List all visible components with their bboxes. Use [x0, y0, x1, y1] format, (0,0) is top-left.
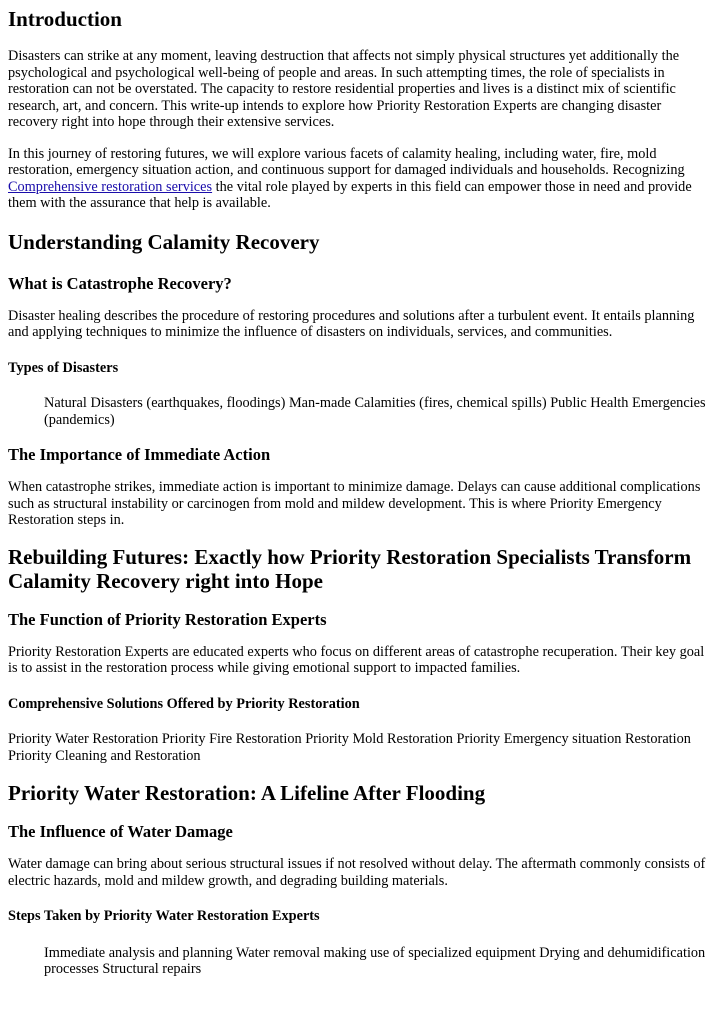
importance-heading: The Importance of Immediate Action — [8, 445, 271, 464]
solutions-list: Priority Water Restoration Priority Fire Restoration Priority Mold Restoration Priority Emergency situation Restoration Priority Cleaning and Restoration — [8, 731, 691, 764]
understanding-heading: Understanding Calamity Recovery — [8, 229, 320, 254]
rebuilding-heading: Rebuilding Futures: Exactly how Priority Restoration Specialists Transform Calamity Recovery right into Hope — [8, 544, 692, 593]
water-heading: Priority Water Restoration: A Lifeline After Flooding — [8, 781, 486, 805]
types-of-disasters-list: Natural Disasters (earthquakes, floodings) Man-made Calamities (fires, chemical spills) Public Health Emergencies (pandemics) — [44, 395, 706, 428]
types-of-disasters-heading: Types of Disasters — [8, 359, 119, 376]
what-is-recovery-heading: What is Catastrophe Recovery? — [8, 273, 232, 293]
function-paragraph: Priority Restoration Experts are educated experts who focus on different areas of catastrophe recuperation. Their key goal is to assist in the restoration process while giving emotional support to impacted families. — [8, 643, 705, 676]
what-is-recovery-paragraph: Disaster healing describes the procedure of restoring procedures and solutions after a turbulent event. It entails planning and applying techniques to minimize the influence of disasters on individuals, services, and communities. — [8, 307, 695, 340]
water-steps-heading: Steps Taken by Priority Water Restoration Experts — [8, 908, 320, 924]
solutions-heading: Comprehensive Solutions Offered by Priority Restoration — [8, 695, 360, 712]
function-heading: The Function of Priority Restoration Experts — [8, 609, 327, 629]
comprehensive-restoration-services-link[interactable]: Comprehensive restoration services — [8, 178, 213, 195]
water-influence-paragraph: Water damage can bring about serious structural issues if not resolved without delay. The aftermath commonly consists of electric hazards, mold and mildew growth, and degrading building materials. — [8, 856, 706, 889]
intro-heading: Introduction — [8, 7, 122, 31]
water-steps-list: Immediate analysis and planning Water removal making use of specialized equipment Drying and dehumidification processes Structural repairs — [44, 944, 706, 977]
importance-paragraph: When catastrophe strikes, immediate action is important to minimize damage. Delays can cause additional complications such as structural instability or carcinogen from mold and mildew development. This is where Priority Emergency Restoration steps in. — [8, 479, 701, 528]
intro-paragraph-1: Disasters can strike at any moment, leaving destruction that affects not simply physical structures yet additionally the psychological and psychological well-being of people and areas. In such attempting times, the role of specialists in restoration can not be overstated. The capacity to restore residential properties and lives is a distinct mix of scientific research, art, and concern. This write-up intends to explore how Priority Restoration Experts are changing disaster recovery right into hope through their extensive services. — [8, 48, 680, 130]
intro-paragraph-2-text-a: In this journey of restoring futures, we will explore various facets of calamity healing, including water, fire, mold restoration, emergency situation action, and continuous support for damaged individuals and households. Recognizing — [8, 145, 685, 178]
article — [0, 7, 720, 978]
intro-paragraph-2 — [8, 146, 712, 212]
intro-paragraph-2-text-b: the vital role played by experts in this field can empower those in need and provide them with the assurance that help is available. — [8, 178, 692, 211]
water-influence-heading: The Influence of Water Damage — [8, 822, 233, 841]
